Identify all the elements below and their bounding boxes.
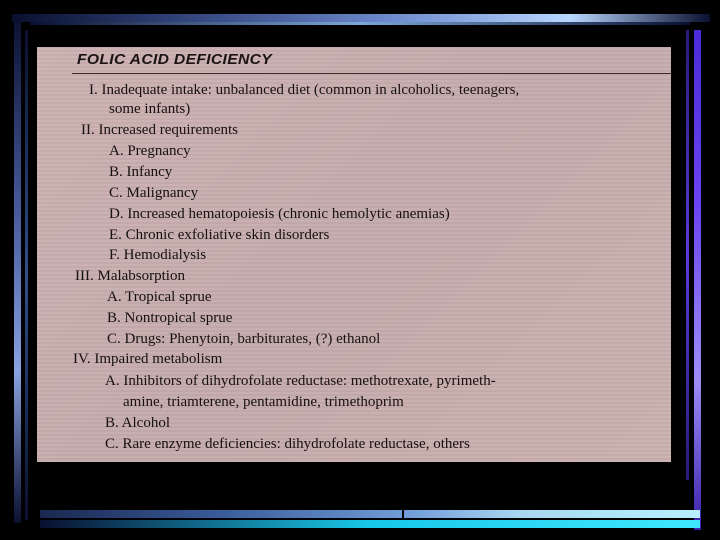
frame-bottom-bar-left (40, 510, 402, 518)
outline-item-III: III. Malabsorption (75, 268, 185, 284)
scanned-document (37, 47, 671, 462)
outline-item-III-A: A. Tropical sprue (107, 289, 212, 305)
outline-item-II-B: B. Infancy (109, 164, 173, 180)
frame-bottom-bar-right (404, 510, 700, 518)
frame-right-inner-bar (686, 30, 689, 480)
outline-item-II-F: F. Hemodialysis (109, 247, 207, 263)
title-rule (72, 73, 671, 74)
outline-item-II-A: A. Pregnancy (109, 143, 191, 159)
outline-item-II: II. Increased requirements (81, 122, 239, 138)
outline-item-IV-A: A. Inhibitors of dihydrofolate reductase: methotrexate, pyrimeth- (105, 373, 496, 389)
outline-item-IV-C: C. Rare enzyme deficiencies: dihydrofolate reductase, others (105, 436, 470, 452)
outline-item-IV-A-cont: amine, triamterene, pentamidine, trimethoprim (123, 394, 404, 410)
outline-item-I-cont: some infants) (109, 101, 191, 117)
document-title: FOLIC ACID DEFICIENCY (77, 52, 273, 68)
outline-item-I: I. Inadequate intake: unbalanced diet (common in alcoholics, teenagers, (89, 82, 520, 98)
frame-bottom-bar-lower (40, 520, 700, 528)
frame-left-bar (14, 18, 21, 523)
frame-left-inner-bar (25, 30, 28, 520)
outline-item-IV-B: B. Alcohol (105, 415, 171, 431)
outline-item-II-E: E. Chronic exfoliative skin disorders (109, 227, 330, 243)
frame-right-bar (694, 30, 701, 530)
outline-item-II-C: C. Malignancy (109, 185, 199, 201)
outline-item-IV: IV. Impaired metabolism (73, 351, 223, 367)
frame-top-bar (12, 14, 710, 22)
outline-item-II-D: D. Increased hematopoiesis (chronic hemolytic anemias) (109, 206, 450, 222)
frame-top-inner-bar (30, 22, 690, 25)
outline-item-III-C: C. Drugs: Phenytoin, barbiturates, (?) ethanol (107, 331, 381, 347)
outline-item-III-B: B. Nontropical sprue (107, 310, 233, 326)
